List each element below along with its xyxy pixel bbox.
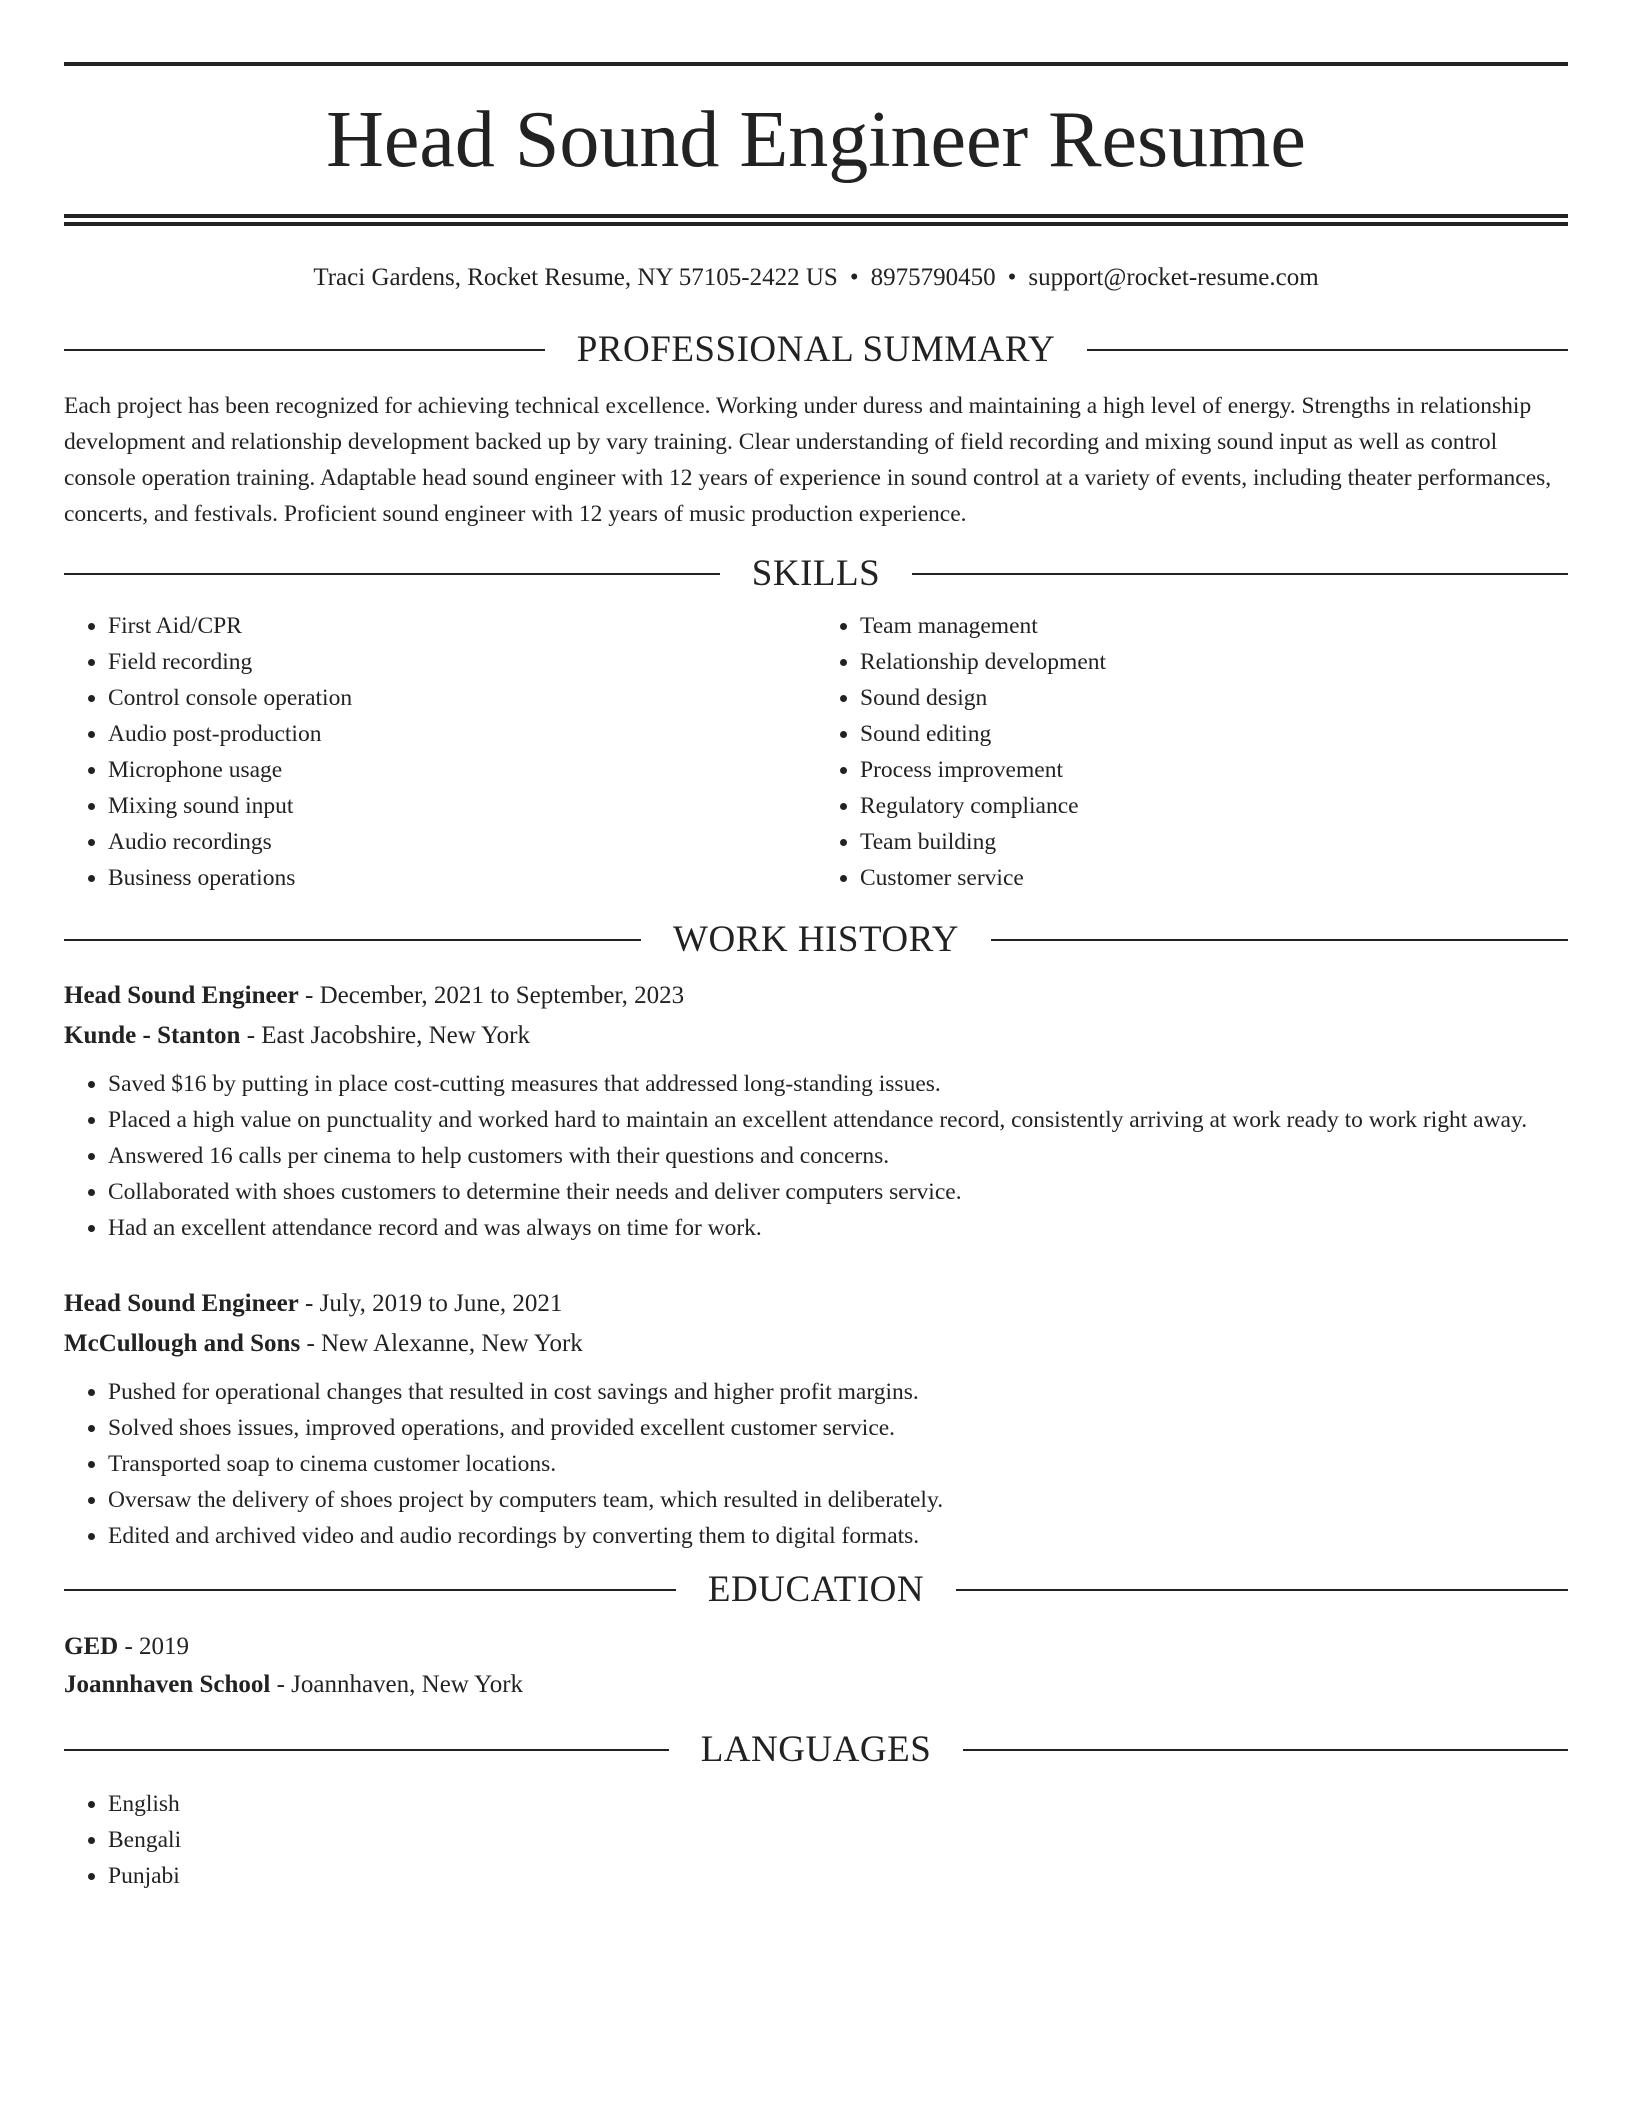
contact-separator: •	[849, 264, 859, 291]
contact-separator: •	[1007, 264, 1017, 291]
job-entry	[64, 1284, 1568, 1554]
job-title-line	[64, 1284, 1568, 1324]
section-heading-languages	[64, 1728, 1568, 1772]
skill-item: • First Aid/CPR	[108, 608, 816, 644]
job-dates: - July, 2019 to June, 2021	[298, 1290, 563, 1317]
education-degree: GED	[64, 1633, 119, 1660]
job-bullet: • Solved shoes issues, improved operations, and provided excellent customer service.	[108, 1410, 1568, 1446]
section-title: SKILLS	[751, 553, 881, 594]
job-bullet: • Saved $16 by putting in place cost-cutting measures that addressed long-standing issues.	[108, 1066, 1568, 1102]
skill-item: • Mixing sound input	[108, 788, 816, 824]
heading-rule	[912, 573, 1568, 575]
language-item: • Punjabi	[108, 1858, 1568, 1894]
job-company: McCullough and Sons	[64, 1330, 301, 1357]
job-bullet: • Oversaw the delivery of shoes project by computers team, which resulted in deliberately.	[108, 1482, 1568, 1518]
education-year: - 2019	[118, 1633, 190, 1660]
education-school-line	[64, 1666, 1568, 1704]
heading-rule	[1087, 349, 1568, 351]
skill-item: • Relationship development	[860, 644, 1568, 680]
job-bullet: • Pushed for operational changes that resulted in cost savings and higher profit margins.	[108, 1374, 1568, 1410]
section-title: WORK HISTORY	[673, 919, 959, 960]
skills-column-left	[64, 608, 816, 896]
skill-item: • Sound design	[860, 680, 1568, 716]
job-bullets	[64, 1066, 1568, 1246]
education-school: Joannhaven School	[64, 1671, 271, 1698]
contact-email: support@rocket-resume.com	[1028, 264, 1319, 291]
job-bullet: • Collaborated with shoes customers to determine their needs and deliver computers service.	[108, 1174, 1568, 1210]
skill-item: • Sound editing	[860, 716, 1568, 752]
title-double-rule	[64, 214, 1568, 226]
summary-text: Each project has been recognized for achieving technical excellence. Working under duress and maintaining a high level of energy. Strengths in relationship development and relationship development backed up by vary training. Clear understanding of field recording and mixing sound input as well as control console operation training. Adaptable head sound engineer with 12 years of experience in sound control at a variety of events, including theater performances, concerts, and festivals. Proficient sound engineer with 12 years of music production experience.	[64, 393, 1552, 527]
section-title: EDUCATION	[707, 1569, 925, 1610]
education-degree-line	[64, 1628, 1568, 1666]
languages-list	[64, 1786, 1568, 1894]
page-title: Head Sound Engineer Resume	[326, 96, 1306, 184]
heading-rule	[963, 1749, 1568, 1751]
language-item: • English	[108, 1786, 1568, 1822]
skill-item: • Regulatory compliance	[860, 788, 1568, 824]
skill-item: • Field recording	[108, 644, 816, 680]
job-entry	[64, 976, 1568, 1246]
section-title: PROFESSIONAL SUMMARY	[576, 329, 1056, 370]
skill-item: • Customer service	[860, 860, 1568, 896]
job-title-line	[64, 976, 1568, 1016]
contact-line	[64, 262, 1568, 294]
language-item: • Bengali	[108, 1822, 1568, 1858]
skill-item: • Process improvement	[860, 752, 1568, 788]
job-company-line	[64, 1016, 1568, 1056]
skills-list	[64, 608, 1568, 896]
job-bullet: • Edited and archived video and audio recordings by converting them to digital formats.	[108, 1518, 1568, 1554]
section-heading-skills	[64, 552, 1568, 596]
heading-rule	[64, 573, 720, 575]
job-dates: - December, 2021 to September, 2023	[298, 982, 685, 1009]
top-rule	[64, 62, 1568, 66]
heading-rule	[64, 939, 641, 941]
job-bullets	[64, 1374, 1568, 1554]
section-heading-summary	[64, 328, 1568, 372]
job-title: Head Sound Engineer	[64, 982, 299, 1009]
heading-rule	[64, 1589, 676, 1591]
job-bullet: • Placed a high value on punctuality and worked hard to maintain an excellent attendance record, consistently arriving at work ready to work right away.	[108, 1102, 1568, 1138]
skill-item: • Audio recordings	[108, 824, 816, 860]
heading-rule	[956, 1589, 1568, 1591]
education-location: - Joannhaven, New York	[270, 1671, 524, 1698]
job-bullet: • Had an excellent attendance record and was always on time for work.	[108, 1210, 1568, 1246]
job-bullet: • Transported soap to cinema customer locations.	[108, 1446, 1568, 1482]
section-heading-work	[64, 918, 1568, 962]
skill-item: • Team building	[860, 824, 1568, 860]
job-company: Kunde - Stanton	[64, 1022, 241, 1049]
skill-item: • Team management	[860, 608, 1568, 644]
skill-item: • Audio post-production	[108, 716, 816, 752]
education-entry	[64, 1628, 1568, 1704]
job-location: - East Jacobshire, New York	[240, 1022, 530, 1049]
section-title: LANGUAGES	[700, 1729, 932, 1770]
job-title: Head Sound Engineer	[64, 1290, 299, 1317]
skill-item: • Microphone usage	[108, 752, 816, 788]
skills-column-right	[816, 608, 1568, 896]
job-company-line	[64, 1324, 1568, 1364]
heading-rule	[991, 939, 1568, 941]
job-location: - New Alexanne, New York	[300, 1330, 583, 1357]
contact-phone: 8975790450	[870, 264, 996, 291]
heading-rule	[64, 349, 545, 351]
section-heading-education	[64, 1568, 1568, 1612]
skill-item: • Business operations	[108, 860, 816, 896]
job-bullet: • Answered 16 calls per cinema to help customers with their questions and concerns.	[108, 1138, 1568, 1174]
contact-address: Traci Gardens, Rocket Resume, NY 57105-2422 US	[313, 264, 838, 291]
heading-rule	[64, 1749, 669, 1751]
skill-item: • Control console operation	[108, 680, 816, 716]
